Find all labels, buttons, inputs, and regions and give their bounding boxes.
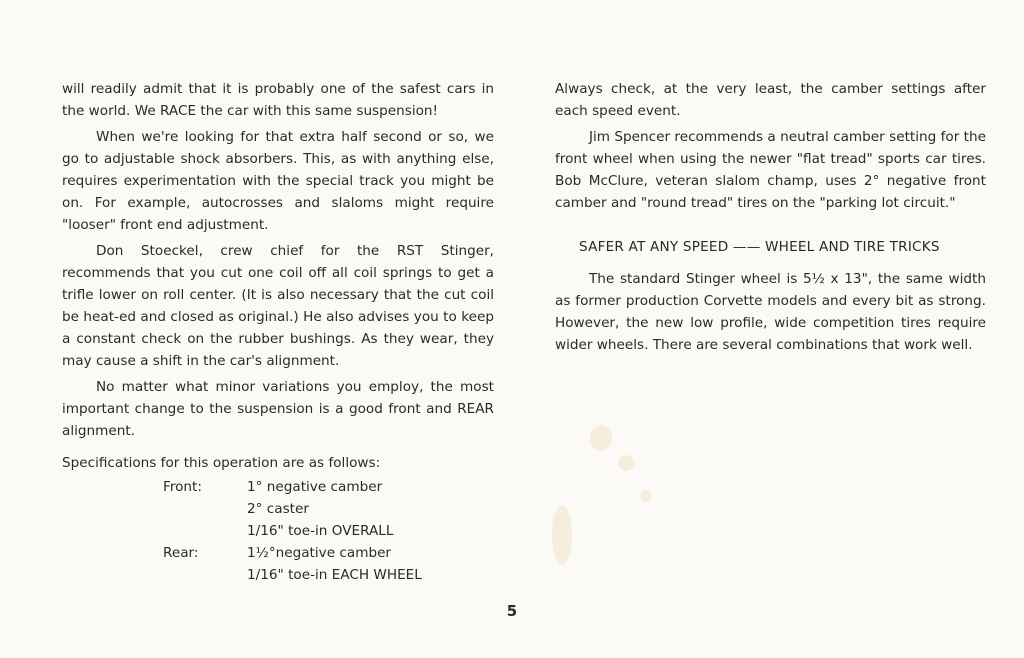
specs-intro: Specifications for this operation are as follows: — [62, 455, 381, 471]
paper-stain — [618, 455, 634, 471]
paragraph: When we're looking for that extra half second or so, we go to adjustable shock absorbers. This, as with anything else, requires experimentation with the special track you might be on. For example, autocrosses and slaloms might require "looser" front end adjustment. — [62, 129, 494, 233]
paragraph: Don Stoeckel, crew chief for the RST Stinger, recommends that you cut one coil off all coil springs to get a trifle lower on roll center. (It is also necessary that the cut coil be heat-ed and closed as original.) He also advises you to keep a constant check on the rubber bushings. As they wear, they may cause a shift in the car's alignment. — [62, 243, 494, 369]
spec-label — [62, 498, 265, 520]
paragraph: Always check, at the very least, the camber settings after each speed event. — [555, 81, 986, 119]
spec-value: 1½°negative camber — [247, 545, 392, 561]
spec-row — [62, 564, 494, 586]
paper-stain — [590, 425, 612, 451]
spec-value: 1° negative camber — [247, 479, 383, 495]
left-column — [62, 78, 494, 586]
page-number: 5 — [506, 602, 518, 620]
spec-label — [62, 564, 265, 586]
spec-value: 1/16" toe-in OVERALL — [247, 523, 394, 539]
spec-value: 1/16" toe-in EACH WHEEL — [247, 567, 422, 583]
section-heading: SAFER AT ANY SPEED —— WHEEL AND TIRE TRICKS — [579, 239, 940, 255]
spec-row — [62, 542, 494, 564]
paragraph: The standard Stinger wheel is 5½ x 13", the same width as former production Corvette models and every bit as strong. However, the new low profile, wide competition tires require wider wheels. There are several combinations that work well. — [555, 271, 986, 353]
spec-row — [62, 498, 494, 520]
paper-stain — [552, 505, 572, 565]
paragraph: No matter what minor variations you employ, the most important change to the suspension is a good front and REAR alignment. — [62, 379, 494, 439]
spec-label: Front: — [163, 479, 202, 495]
spec-value: 2° caster — [247, 501, 309, 517]
specs-list — [62, 476, 494, 586]
paragraph: Jim Spencer recommends a neutral camber setting for the front wheel when using the newer "flat tread" sports car tires. Bob McClure, veteran slalom champ, uses 2° negative front camber and "round tread" tires on the "parking lot circuit." — [555, 129, 986, 211]
spec-label: Rear: — [163, 545, 199, 561]
paragraph: will readily admit that it is probably one of the safest cars in the world. We RACE the car with this same suspension! — [62, 81, 494, 119]
paper-stain — [640, 490, 652, 502]
spec-label — [62, 520, 265, 542]
spec-row — [62, 520, 494, 542]
spec-row — [62, 476, 494, 498]
right-column — [555, 78, 986, 356]
